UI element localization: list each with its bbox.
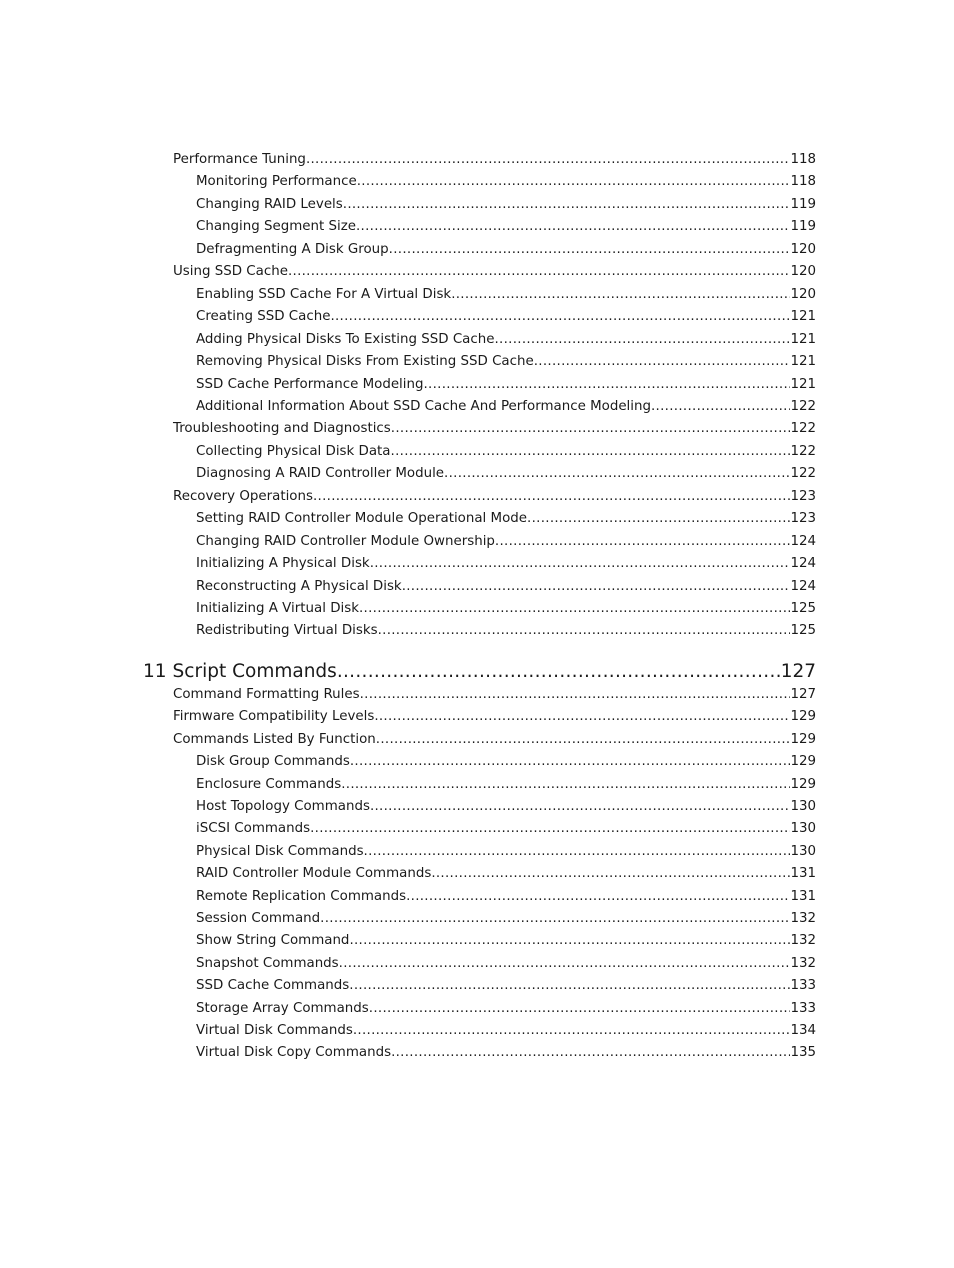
toc-entry[interactable] [196,600,816,618]
dot-leader [313,488,790,506]
dot-leader [310,820,790,838]
toc-entry[interactable] [196,353,816,371]
toc-entry[interactable] [196,977,816,995]
toc-entry-page-number: 122 [790,421,816,437]
toc-entry-page-number: 121 [790,331,816,347]
dot-leader [494,331,790,349]
toc-entry[interactable] [196,932,816,950]
toc-entry-title: RAID Controller Module Commands [196,866,432,882]
toc-entry-page-number: 130 [790,799,816,814]
dot-leader [288,263,790,281]
toc-entry-title: Performance Tuning [173,152,306,167]
toc-entry-page-number: 120 [790,286,816,302]
dot-leader [370,798,791,816]
toc-entry[interactable] [196,753,816,771]
toc-entry[interactable] [173,263,816,281]
dot-leader [527,510,790,528]
dot-leader [376,731,791,749]
toc-entry[interactable] [196,308,816,326]
toc-entry[interactable] [196,376,816,394]
dot-leader [378,622,791,640]
toc-entry[interactable] [196,465,816,483]
dot-leader [495,533,791,551]
dot-leader [424,376,791,394]
dot-leader [391,443,791,461]
dot-leader [364,843,791,861]
toc-entry[interactable] [173,420,816,438]
toc-entry-title: Additional Information About SSD Cache And Performance Modeling [196,398,651,414]
toc-entry-page-number: 125 [790,623,816,639]
toc-entry-title: SSD Cache Performance Modeling [196,376,424,392]
toc-entry[interactable] [196,241,816,259]
dot-leader [359,600,790,618]
toc-entry[interactable] [196,776,816,794]
toc-entry[interactable] [196,820,816,838]
toc-entry[interactable] [173,708,816,726]
dot-leader [350,753,791,771]
dot-leader [431,865,790,883]
toc-chapter-entry[interactable] [143,660,816,684]
dot-leader [406,888,790,906]
dot-leader [320,910,790,928]
dot-leader [343,196,791,214]
toc-entry-title: Recovery Operations [173,488,313,504]
toc-entry-title: Snapshot Commands [196,955,339,971]
toc-entry-page-number: 121 [790,376,816,392]
toc-entry-page-number: 124 [790,578,816,594]
dot-leader [353,1022,791,1040]
toc-entry-page-number: 131 [790,866,816,882]
toc-entry-page-number: 118 [790,152,816,167]
toc-entry[interactable] [196,955,816,973]
toc-entry-page-number: 133 [790,978,816,994]
toc-entry[interactable] [196,1022,816,1040]
toc-entry[interactable] [196,798,816,816]
toc-entry[interactable] [196,1044,816,1062]
toc-entry-title: Firmware Compatibility Levels [173,709,375,725]
toc-entry-page-number: 122 [790,466,816,482]
toc-entry-title: Creating SSD Cache [196,309,331,325]
toc-entry-page-number: 120 [790,241,816,257]
dot-leader [370,555,791,573]
toc-entry-title: Remote Replication Commands [196,888,407,904]
toc-entry-title: Removing Physical Disks From Existing SSD Cache [196,354,534,370]
toc-entry-page-number: 129 [790,731,816,747]
toc-entry-page-number: 127 [790,687,816,702]
dot-leader [337,660,781,684]
toc-entry-title: SSD Cache Commands [196,978,350,994]
toc-entry[interactable] [173,731,816,749]
toc-entry-page-number: 129 [790,754,816,770]
toc-entry-page-number: 132 [790,955,816,971]
toc-entry-title: Commands Listed By Function [173,731,376,747]
toc-entry-title: Enabling SSD Cache For A Virtual Disk [196,286,452,302]
toc-entry-title: Physical Disk Commands [196,843,364,859]
toc-entry-page-number: 132 [790,933,816,949]
toc-entry-title: Command Formatting Rules [173,687,360,702]
toc-entry-title: Session Command [196,911,321,926]
toc-entry[interactable] [173,151,816,169]
dot-leader [341,776,790,794]
toc-entry[interactable] [196,910,816,928]
toc-entry-page-number: 133 [790,1000,816,1016]
toc-entry-page-number: 130 [790,843,816,859]
toc-entry-page-number: 129 [790,776,816,792]
dot-leader [339,955,791,973]
toc-entry-title: Initializing A Virtual Disk [196,601,359,616]
toc-entry-page-number: 123 [790,488,816,504]
toc-entry[interactable] [196,286,816,304]
toc-entry-page-number: 130 [790,821,816,837]
toc-entry[interactable] [196,555,816,573]
toc-entry-page-number: 122 [790,443,816,459]
toc-entry-page-number: 119 [790,196,816,212]
toc-entry[interactable] [196,843,816,861]
chapter-number: 11 [143,661,167,682]
toc-entry-title: Show String Command [196,933,350,949]
toc-entry-page-number: 132 [790,911,816,926]
dot-leader [330,308,790,326]
dot-leader [369,1000,791,1018]
toc-entry[interactable] [196,888,816,906]
dot-leader [349,977,790,995]
toc-entry-page-number: 124 [790,533,816,549]
toc-entry-page-number: 122 [790,398,816,414]
toc-entry[interactable] [173,488,816,506]
dot-leader [391,420,791,438]
dot-leader [349,932,790,950]
dot-leader [360,686,791,704]
toc-entry-page-number: 129 [790,709,816,725]
dot-leader [306,151,791,169]
toc-entry-page-number: 135 [790,1045,816,1061]
toc-entry-title: Disk Group Commands [196,754,350,770]
toc-entry-title: Enclosure Commands [196,776,342,792]
chapter-title [143,660,337,684]
dot-leader [451,286,790,304]
toc-entry-page-number: 119 [790,219,816,235]
toc-entry-title: Changing RAID Levels [196,196,343,212]
dot-leader [534,353,791,371]
toc-entry[interactable] [196,173,816,191]
toc-entry-page-number: 118 [790,174,816,190]
toc-entry[interactable] [196,533,816,551]
toc-entry-title: Changing Segment Size [196,219,356,235]
toc-entry-page-number: 134 [790,1023,816,1038]
toc-entry-title: iSCSI Commands [196,821,311,837]
toc-entry-title: Virtual Disk Commands [196,1023,353,1038]
toc-entry-title: Initializing A Physical Disk [196,556,370,572]
toc-entry-title: Redistributing Virtual Disks [196,623,378,639]
dot-leader [402,578,791,596]
toc-entry-title: Defragmenting A Disk Group [196,241,389,257]
toc-entry-page-number: 125 [790,601,816,616]
dot-leader [651,398,790,416]
toc-entry[interactable] [196,1000,816,1018]
dot-leader [356,218,790,236]
toc-entry-title: Collecting Physical Disk Data [196,443,391,459]
dot-leader [391,1044,790,1062]
toc-entry-page-number: 121 [790,354,816,370]
toc-entry-title: Troubleshooting and Diagnostics [173,421,391,437]
toc-entry[interactable] [196,865,816,883]
toc-entry-title: Diagnosing A RAID Controller Module [196,466,445,482]
toc-entry-title: Storage Array Commands [196,1000,369,1016]
toc-entry-title: Host Topology Commands [196,799,370,814]
toc-entry-title: Changing RAID Controller Module Ownership [196,533,495,549]
toc-entry-title: Using SSD Cache [173,264,288,280]
chapter-title-text: Script Commands [172,661,337,682]
toc-entry-title: Setting RAID Controller Module Operational Mode [196,511,528,527]
toc-entry[interactable] [196,196,816,214]
toc-entry-page-number: 120 [790,264,816,280]
toc-entry-page-number: 121 [790,309,816,325]
toc-entry[interactable] [196,218,816,236]
toc-entry-title: Reconstructing A Physical Disk [196,578,402,594]
toc-entry[interactable] [196,622,816,640]
toc-entry-title: Adding Physical Disks To Existing SSD Cache [196,331,495,347]
dot-leader [389,241,791,259]
toc-entry[interactable] [173,686,816,704]
toc-entry-title: Virtual Disk Copy Commands [196,1045,392,1061]
toc-entry-page-number: 124 [790,556,816,572]
dot-leader [357,173,791,191]
toc-entry[interactable] [196,443,816,461]
toc-entry[interactable] [196,578,816,596]
toc-entry-page-number: 123 [790,511,816,527]
toc-entry[interactable] [196,510,816,528]
toc-entry-page-number: 131 [790,888,816,904]
toc-entry[interactable] [196,331,816,349]
toc-entry-title: Monitoring Performance [196,174,357,190]
dot-leader [444,465,790,483]
toc-entry[interactable] [196,398,816,416]
chapter-page-number: 127 [780,661,816,682]
dot-leader [374,708,790,726]
